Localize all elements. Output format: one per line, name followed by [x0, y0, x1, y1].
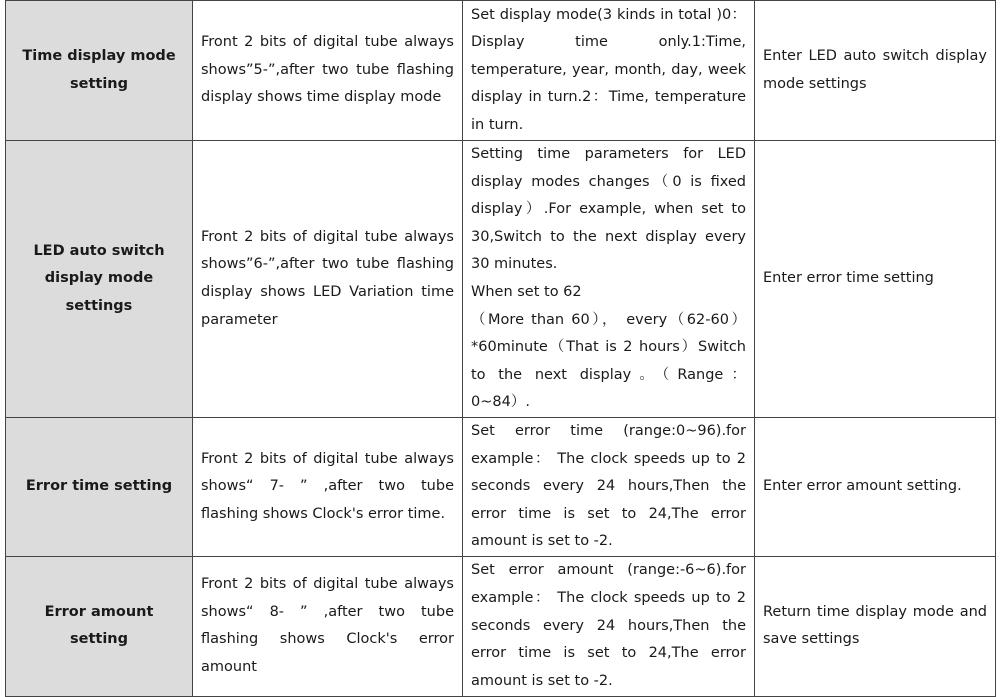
description-text: When set to 62 [471, 283, 582, 300]
setting-name-cell: Time display mode setting [6, 1, 193, 141]
description-text: Setting time parameters for LED display modes changes（0 is fixed display）.For example, when set to 30,Switch to the next display every 30 minutes. [471, 146, 746, 273]
description-text: （More than 60）， every（62-60）*60minute（That is 2 hours）Switch to the next display。（Range：0~84）. [471, 311, 746, 411]
setting-name-cell: LED auto switch display mode settings [6, 141, 193, 418]
tube-display-cell: Front 2 bits of digital tube always shows”5-”,after two tube flashing display shows time display mode [193, 1, 463, 141]
tube-display-cell: Front 2 bits of digital tube always shows“ 7- ” ,after two tube flashing shows Clock's error time. [193, 417, 463, 556]
next-step-cell: Enter error amount setting. [755, 417, 996, 556]
description-text: Set display mode(3 kinds in total )0：Display time only.1:Time, temperature, year, month, day, week display in turn.2：Time, temperature in turn. [471, 6, 746, 133]
next-step-cell: Return time display mode and save settings [755, 556, 996, 696]
description-cell [463, 556, 755, 696]
description-text: Set error amount (range:-6~6).for example： The clock speeds up to 2 seconds every 24 hours,Then the error time is set to 24,The error amount is set to -2. [471, 562, 746, 689]
next-step-cell: Enter LED auto switch display mode settings [755, 1, 996, 141]
description-cell [463, 141, 755, 418]
table-row-error-time [6, 417, 996, 556]
setting-name-cell: Error time setting [6, 417, 193, 556]
table-row-led-auto-switch [6, 141, 996, 418]
next-step-cell: Enter error time setting [755, 141, 996, 418]
table-row-time-display-mode [6, 1, 996, 141]
description-text: Set error time (range:0~96).for example： The clock speeds up to 2 seconds every 24 hours,Then the error time is set to 24,The error amount is set to -2. [471, 422, 746, 550]
setting-name-cell: Error amount setting [6, 556, 193, 696]
description-cell [463, 1, 755, 141]
description-cell [463, 417, 755, 556]
tube-display-cell: Front 2 bits of digital tube always shows”6-”,after two tube flashing display shows LED Variation time parameter [193, 141, 463, 418]
settings-table [5, 0, 996, 697]
tube-display-cell: Front 2 bits of digital tube always shows“ 8- ” ,after two tube flashing shows Clock's error amount [193, 556, 463, 696]
table-row-error-amount [6, 556, 996, 696]
